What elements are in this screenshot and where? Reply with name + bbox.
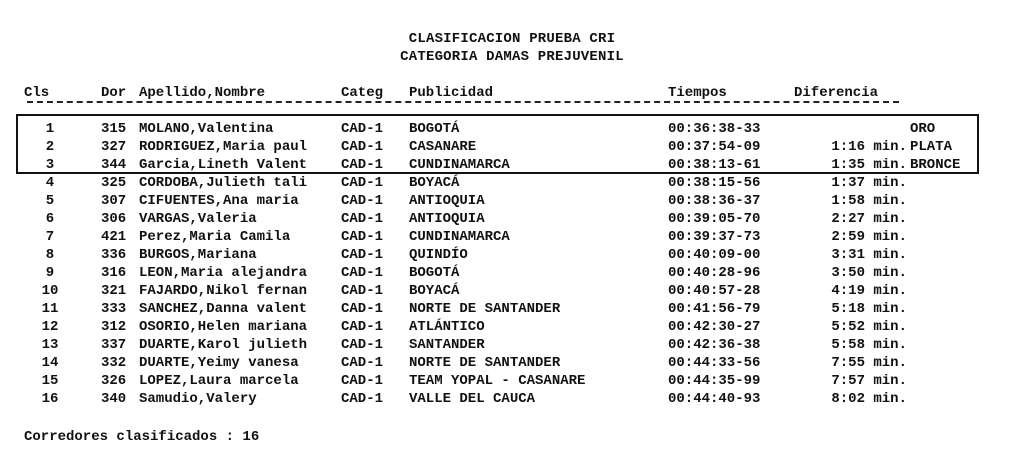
cell-name: Perez,Maria Camila <box>139 229 291 245</box>
cell-name: FAJARDO,Nikol fernan <box>139 283 308 299</box>
cell-time: 00:42:30-27 <box>668 319 761 335</box>
cell-bib: 321 <box>101 283 127 299</box>
cell-rank: 5 <box>45 193 55 209</box>
header-difference: Diferencia <box>794 85 879 101</box>
cell-rank: 16 <box>41 391 59 407</box>
cell-name: DUARTE,Karol julieth <box>139 337 308 353</box>
cell-rank: 12 <box>41 319 59 335</box>
cell-bib: 316 <box>101 265 127 281</box>
header-divider <box>27 101 899 103</box>
cell-name: CIFUENTES,Ana maria <box>139 193 299 209</box>
header-dor: Dor <box>101 85 127 101</box>
cell-bib: 327 <box>101 139 127 155</box>
cell-time: 00:38:13-61 <box>668 157 761 173</box>
cell-rank: 13 <box>41 337 59 353</box>
cell-publicity: CASANARE <box>409 139 477 155</box>
cell-publicity: VALLE DEL CAUCA <box>409 391 536 407</box>
cell-category: CAD-1 <box>341 211 384 227</box>
cell-publicity: SANTANDER <box>409 337 485 353</box>
report-subtitle: CATEGORIA DAMAS PREJUVENIL <box>400 49 624 65</box>
cell-publicity: ANTIOQUIA <box>409 193 485 209</box>
cell-category: CAD-1 <box>341 157 384 173</box>
cell-bib: 344 <box>101 157 127 173</box>
cell-category: CAD-1 <box>341 391 384 407</box>
cell-difference: 5:52 min. <box>831 319 907 335</box>
cell-rank: 11 <box>41 301 59 317</box>
cell-rank: 8 <box>45 247 55 263</box>
cell-category: CAD-1 <box>341 247 384 263</box>
cell-time: 00:38:36-37 <box>668 193 761 209</box>
cell-time: 00:38:15-56 <box>668 175 761 191</box>
cell-name: VARGAS,Valeria <box>139 211 257 227</box>
cell-rank: 4 <box>45 175 55 191</box>
report-title: CLASIFICACION PRUEBA CRI <box>408 31 616 47</box>
cell-medal: BRONCE <box>910 157 961 173</box>
cell-time: 00:42:36-38 <box>668 337 761 353</box>
cell-category: CAD-1 <box>341 193 384 209</box>
cell-time: 00:44:35-99 <box>668 373 761 389</box>
cell-publicity: BOGOTÁ <box>409 121 460 137</box>
cell-category: CAD-1 <box>341 283 384 299</box>
cell-category: CAD-1 <box>341 229 384 245</box>
cell-difference: 4:19 min. <box>831 283 907 299</box>
cell-difference: 2:27 min. <box>831 211 907 227</box>
cell-difference: 5:58 min. <box>831 337 907 353</box>
cell-bib: 333 <box>101 301 127 317</box>
cell-rank: 10 <box>41 283 59 299</box>
cell-bib: 340 <box>101 391 127 407</box>
cell-bib: 315 <box>101 121 127 137</box>
cell-category: CAD-1 <box>341 319 384 335</box>
cell-publicity: CUNDINAMARCA <box>409 229 510 245</box>
cell-rank: 9 <box>45 265 55 281</box>
cell-name: SANCHEZ,Danna valent <box>139 301 308 317</box>
cell-bib: 307 <box>101 193 127 209</box>
cell-category: CAD-1 <box>341 355 384 371</box>
cell-category: CAD-1 <box>341 175 384 191</box>
cell-rank: 1 <box>45 121 55 137</box>
cell-time: 00:44:40-93 <box>668 391 761 407</box>
cell-publicity: ANTIOQUIA <box>409 211 485 227</box>
cell-rank: 3 <box>45 157 55 173</box>
cell-category: CAD-1 <box>341 265 384 281</box>
cell-bib: 337 <box>101 337 127 353</box>
cell-rank: 2 <box>45 139 55 155</box>
cell-name: Garcia,Lineth Valent <box>139 157 308 173</box>
cell-rank: 14 <box>41 355 59 371</box>
cell-name: CORDOBA,Julieth tali <box>139 175 308 191</box>
cell-publicity: NORTE DE SANTANDER <box>409 355 561 371</box>
cell-name: Samudio,Valery <box>139 391 257 407</box>
cell-difference: 7:55 min. <box>831 355 907 371</box>
cell-bib: 306 <box>101 211 127 227</box>
cell-name: OSORIO,Helen mariana <box>139 319 308 335</box>
cell-difference: 5:18 min. <box>831 301 907 317</box>
cell-difference: 1:58 min. <box>831 193 907 209</box>
cell-publicity: TEAM YOPAL - CASANARE <box>409 373 586 389</box>
cell-time: 00:36:38-33 <box>668 121 761 137</box>
cell-time: 00:39:37-73 <box>668 229 761 245</box>
cell-publicity: CUNDINAMARCA <box>409 157 510 173</box>
header-times: Tiempos <box>668 85 727 101</box>
cell-bib: 312 <box>101 319 127 335</box>
cell-time: 00:37:54-09 <box>668 139 761 155</box>
cell-difference: 3:31 min. <box>831 247 907 263</box>
cell-name: LOPEZ,Laura marcela <box>139 373 299 389</box>
cell-rank: 7 <box>45 229 55 245</box>
cell-difference: 1:35 min. <box>831 157 907 173</box>
cell-time: 00:44:33-56 <box>668 355 761 371</box>
cell-publicity: BOGOTÁ <box>409 265 460 281</box>
cell-difference: 2:59 min. <box>831 229 907 245</box>
cell-bib: 326 <box>101 373 127 389</box>
cell-category: CAD-1 <box>341 373 384 389</box>
cell-name: BURGOS,Mariana <box>139 247 257 263</box>
cell-difference: 1:37 min. <box>831 175 907 191</box>
cell-name: MOLANO,Valentina <box>139 121 274 137</box>
cell-category: CAD-1 <box>341 337 384 353</box>
cell-bib: 336 <box>101 247 127 263</box>
cell-time: 00:40:57-28 <box>668 283 761 299</box>
header-name: Apellido,Nombre <box>139 85 266 101</box>
cell-publicity: BOYACÁ <box>409 175 460 191</box>
cell-time: 00:40:28-96 <box>668 265 761 281</box>
cell-publicity: NORTE DE SANTANDER <box>409 301 561 317</box>
cell-difference: 1:16 min. <box>831 139 907 155</box>
cell-publicity: BOYACÁ <box>409 283 460 299</box>
cell-name: LEON,Maria alejandra <box>139 265 308 281</box>
cell-medal: PLATA <box>910 139 953 155</box>
cell-bib: 421 <box>101 229 127 245</box>
header-publicity: Publicidad <box>409 85 494 101</box>
cell-category: CAD-1 <box>341 121 384 137</box>
cell-time: 00:41:56-79 <box>668 301 761 317</box>
cell-rank: 15 <box>41 373 59 389</box>
cell-name: DUARTE,Yeimy vanesa <box>139 355 299 371</box>
cell-bib: 325 <box>101 175 127 191</box>
cell-time: 00:40:09-00 <box>668 247 761 263</box>
header-cls: Cls <box>24 85 50 101</box>
cell-medal: ORO <box>910 121 936 137</box>
cell-difference: 3:50 min. <box>831 265 907 281</box>
cell-category: CAD-1 <box>341 139 384 155</box>
cell-publicity: ATLÁNTICO <box>409 319 485 335</box>
classified-count: Corredores clasificados : 16 <box>24 429 260 445</box>
cell-publicity: QUINDÍO <box>409 247 468 263</box>
cell-difference: 8:02 min. <box>831 391 907 407</box>
cell-difference: 7:57 min. <box>831 373 907 389</box>
cell-time: 00:39:05-70 <box>668 211 761 227</box>
header-category: Categ <box>341 85 384 101</box>
cell-category: CAD-1 <box>341 301 384 317</box>
cell-rank: 6 <box>45 211 55 227</box>
cell-name: RODRIGUEZ,Maria paul <box>139 139 308 155</box>
cell-bib: 332 <box>101 355 127 371</box>
